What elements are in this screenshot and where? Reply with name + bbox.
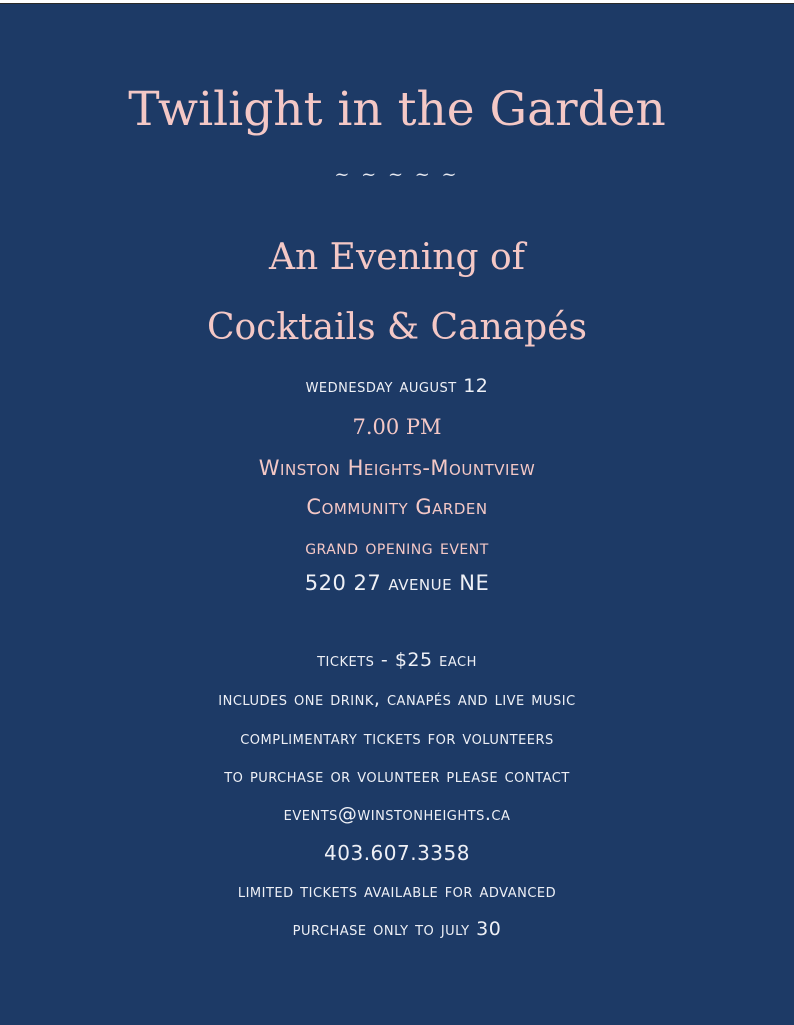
venue-name-line2: Community Garden — [306, 495, 488, 519]
complimentary-tickets-note: complimentary tickets for volunteers — [240, 727, 554, 749]
flyer-page — [0, 3, 794, 1025]
limited-tickets-note-line1: limited tickets available for advanced — [237, 880, 557, 902]
venue-description: grand opening event — [305, 535, 489, 559]
ticket-includes: includes one drink, canapés and live music — [218, 688, 576, 710]
event-subtitle-line2: Cocktails & Canapés — [206, 307, 588, 348]
limited-tickets-note-line2: purchase only to july 30 — [292, 918, 502, 940]
event-title: Twilight in the Garden — [128, 82, 666, 137]
venue-name-line1: Winston Heights-Mountview — [258, 456, 536, 480]
contact-prompt: to purchase or volunteer please contact — [224, 765, 570, 787]
event-subtitle-line1: An Evening of — [269, 237, 525, 278]
decorative-divider: ~ ~ ~ ~ ~ — [334, 164, 460, 185]
event-date: wednesday august 12 — [305, 375, 489, 397]
venue-address: 520 27 avenue NE — [304, 571, 490, 595]
ticket-price: tickets - $25 each — [317, 649, 477, 671]
event-time: 7.00 PM — [352, 415, 442, 439]
contact-email: events@winstonheights.ca — [283, 803, 511, 825]
contact-phone: 403.607.3358 — [324, 841, 470, 865]
